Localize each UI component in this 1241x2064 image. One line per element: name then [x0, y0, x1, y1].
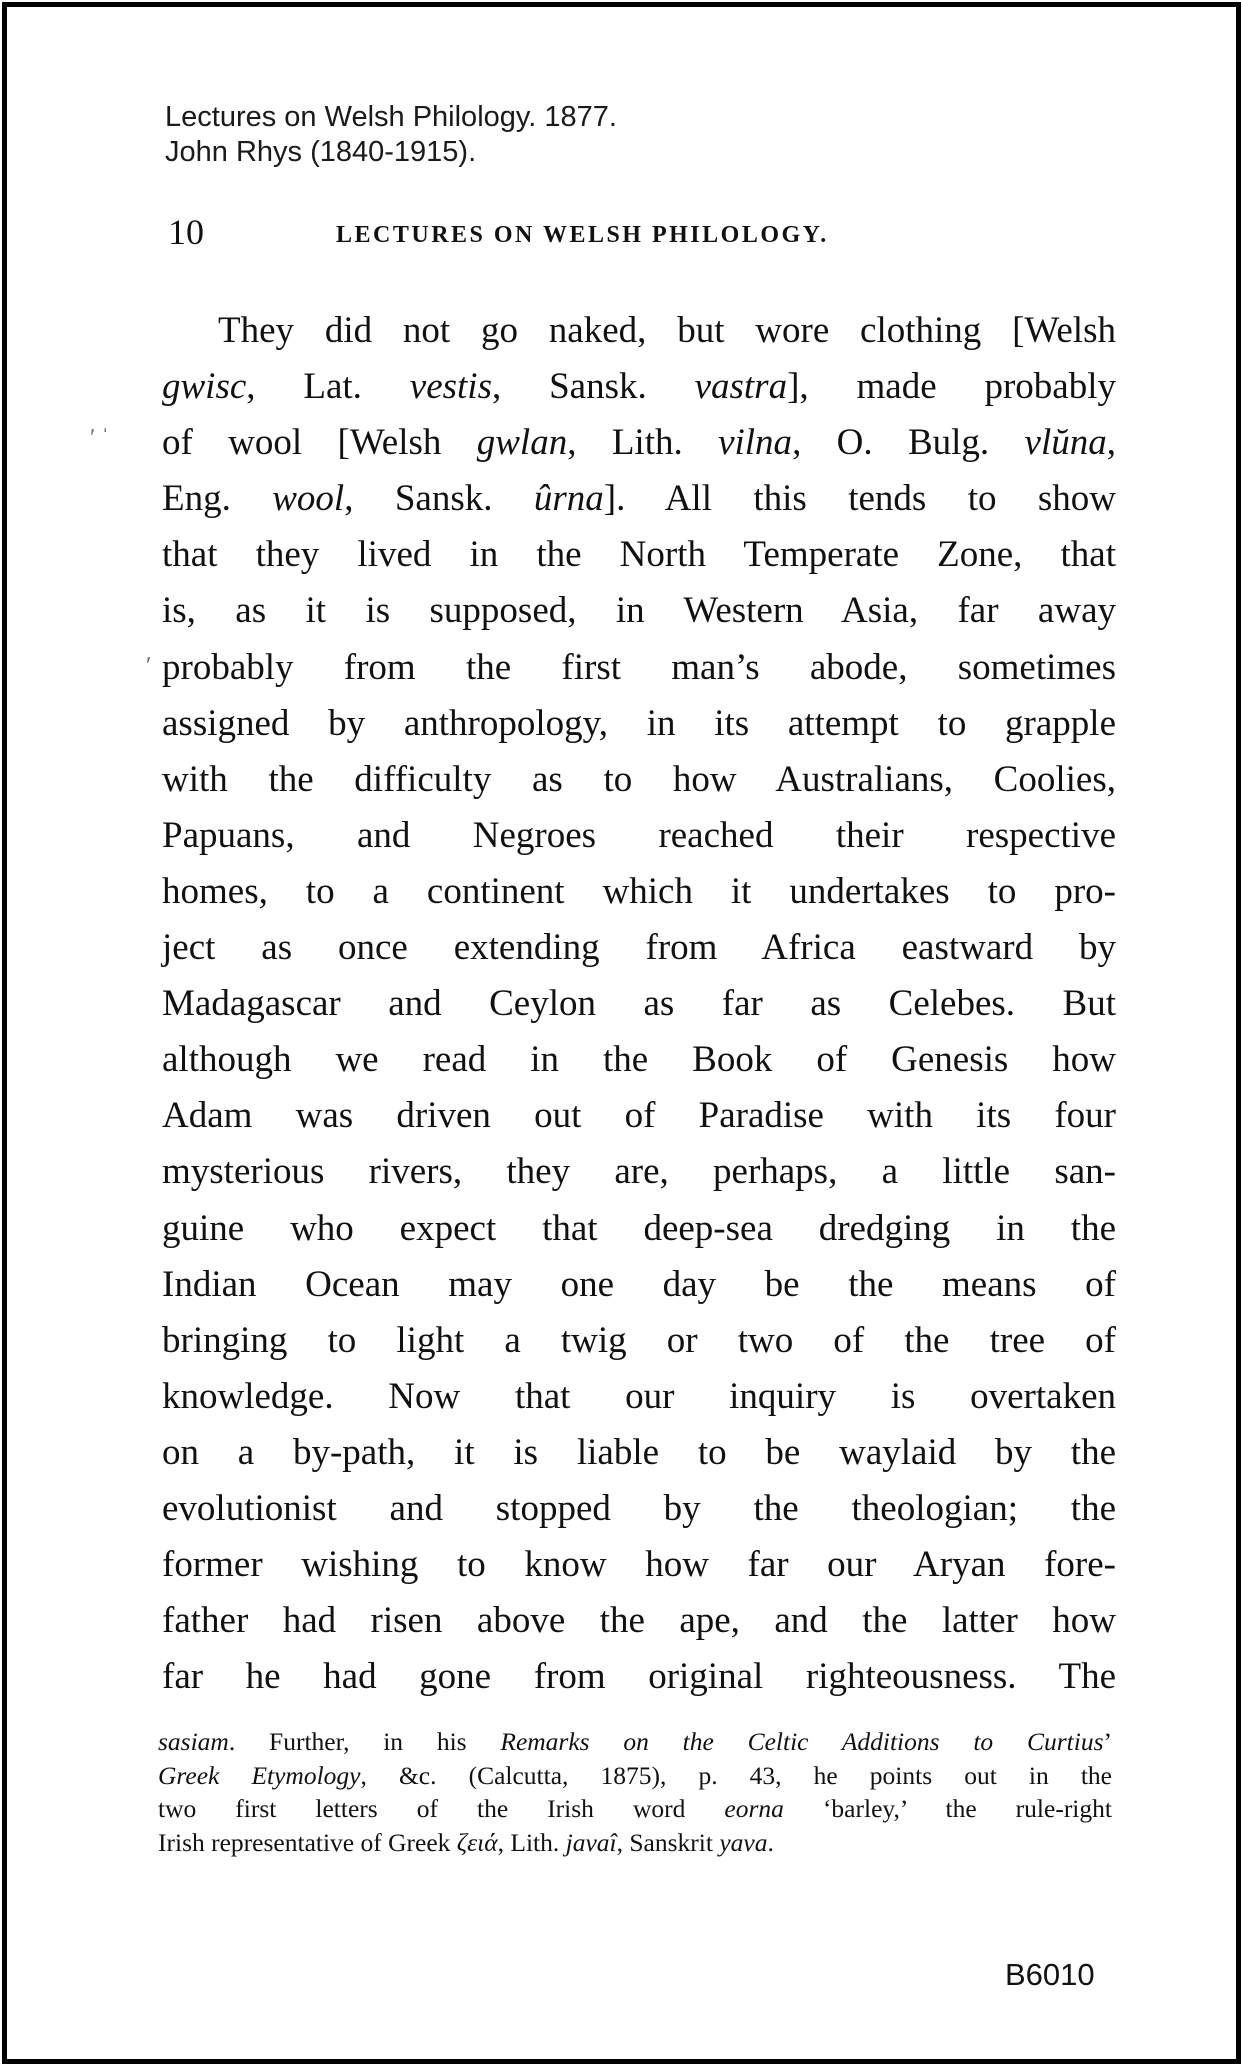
footnote-line: [158, 1826, 1112, 1860]
text-run: evolutionist and stopped by the theologian; the: [162, 1487, 1116, 1529]
text-run: knowledge. Now that our inquiry is overtaken: [162, 1375, 1116, 1417]
text-run: ’: [1103, 1727, 1112, 1756]
text-run: guine who expect that deep-sea dredging in the: [162, 1207, 1116, 1249]
text-line: [162, 752, 1116, 808]
catalog-caption: [165, 100, 617, 170]
text-line: [162, 976, 1116, 1032]
text-run: Papuans, and Negroes reached their respective: [162, 814, 1116, 856]
italic-term: yava: [719, 1827, 768, 1857]
text-line: [162, 1481, 1116, 1537]
text-run: of wool [Welsh: [162, 422, 477, 464]
text-run: . Further, in his: [228, 1727, 501, 1756]
main-text: [162, 303, 1116, 1705]
text-run: , Sansk.: [491, 366, 695, 408]
italic-term: ζειά: [456, 1827, 498, 1857]
text-run: , &c. (Calcutta, 1875), p. 43, he points out in the: [360, 1760, 1112, 1790]
text-run: ]. All this tends to show: [603, 478, 1116, 520]
footnote-line: [158, 1759, 1112, 1793]
text-run: former wishing to know how far our Aryan fore-: [162, 1544, 1116, 1586]
text-line: [162, 583, 1116, 639]
text-run: They did not go naked, but wore clothing [Welsh: [218, 310, 1116, 351]
text-run: bringing to light a twig or two of the tree of: [162, 1319, 1116, 1361]
text-run: two first letters of the Irish word: [158, 1794, 725, 1823]
text-run: probably from the first man’s abode, sometimes: [162, 646, 1116, 688]
text-run: ], made probably: [787, 366, 1116, 408]
text-run: Madagascar and Ceylon as far as Celebes. But: [162, 983, 1116, 1025]
text-line: [162, 920, 1116, 976]
text-run: , Lat.: [246, 366, 410, 408]
text-line: [162, 1313, 1116, 1369]
text-line: [162, 1425, 1116, 1481]
footnote-line: [158, 1792, 1112, 1826]
text-line: [162, 1088, 1116, 1144]
text-run: ,: [1106, 422, 1116, 464]
caption-author: John Rhys (1840-1915).: [165, 136, 477, 168]
text-line: [162, 415, 1116, 471]
italic-term: gwisc: [162, 366, 247, 408]
text-line: [162, 1201, 1116, 1257]
italic-term: eorna: [724, 1794, 784, 1823]
text-line: [162, 864, 1116, 920]
text-line: [162, 1257, 1116, 1313]
text-run: on a by-path, it is liable to be waylaid by the: [162, 1431, 1116, 1473]
text-run: with the difficulty as to how Australians, Coolies,: [162, 758, 1116, 800]
margin-speck: ʹ: [146, 653, 152, 679]
text-run: homes, to a continent which it undertakes to pro-: [162, 870, 1116, 912]
italic-term: gwlan: [476, 422, 568, 464]
text-line: [162, 1144, 1116, 1200]
italic-term: Remarks on the Celtic Additions to Curtius: [500, 1727, 1104, 1756]
text-run: , Lith.: [497, 1827, 566, 1857]
text-run: , Lith.: [567, 422, 719, 464]
page-number: 10: [168, 212, 204, 252]
text-run: that they lived in the North Temperate Zone, that: [162, 534, 1116, 576]
text-run: Irish representative of Greek: [158, 1827, 457, 1857]
catalog-id: B6010: [1005, 1957, 1095, 1992]
text-run: , Sansk.: [344, 478, 534, 520]
italic-term: vlŭna: [1024, 422, 1107, 464]
text-line: [162, 471, 1116, 527]
text-run: far he had gone from original righteousness. The: [162, 1656, 1116, 1698]
caption-title: Lectures on Welsh Philology. 1877.: [165, 101, 617, 133]
text-run: mysterious rivers, they are, perhaps, a little san-: [162, 1151, 1116, 1193]
text-line: [162, 527, 1116, 583]
text-run: is, as it is supposed, in Western Asia, far away: [162, 590, 1116, 632]
text-run: assigned by anthropology, in its attempt to grapple: [162, 702, 1116, 744]
text-run: , O. Bulg.: [792, 422, 1025, 464]
italic-term: javaî: [565, 1827, 617, 1857]
text-line: [162, 1649, 1116, 1705]
footnote-line: [158, 1725, 1112, 1759]
text-line: [162, 1593, 1116, 1649]
italic-term: Greek Etymology: [158, 1760, 361, 1790]
italic-term: wool: [272, 478, 345, 520]
text-run: .: [767, 1827, 774, 1857]
italic-term: sasiam: [158, 1727, 229, 1756]
text-run: Adam was driven out of Paradise with its four: [162, 1095, 1116, 1137]
text-run: Indian Ocean may one day be the means of: [162, 1263, 1116, 1305]
text-run: ‘barley,’ the rule-right: [783, 1794, 1112, 1823]
text-line: [162, 696, 1116, 752]
text-line: [162, 1537, 1116, 1593]
text-run: Eng.: [162, 478, 273, 520]
text-run: , Sanskrit: [616, 1827, 720, 1857]
text-line: [162, 1032, 1116, 1088]
text-run: although we read in the Book of Genesis how: [162, 1039, 1116, 1081]
footnote: [158, 1725, 1112, 1859]
italic-term: ûrna: [533, 478, 604, 520]
text-run: ject as once extending from Africa eastward by: [162, 927, 1116, 969]
text-run: father had risen above the ape, and the latter how: [162, 1600, 1116, 1642]
text-line: [162, 1369, 1116, 1425]
margin-speck: ʹ ˈ: [90, 425, 110, 451]
text-line: [162, 808, 1116, 864]
text-line: [162, 640, 1116, 696]
text-line: [162, 359, 1116, 415]
text-line: [162, 303, 1116, 359]
italic-term: vilna: [718, 422, 793, 464]
italic-term: vastra: [694, 366, 788, 408]
italic-term: vestis: [409, 366, 492, 408]
running-head-title: LECTURES ON WELSH PHILOLOGY.: [336, 222, 829, 248]
